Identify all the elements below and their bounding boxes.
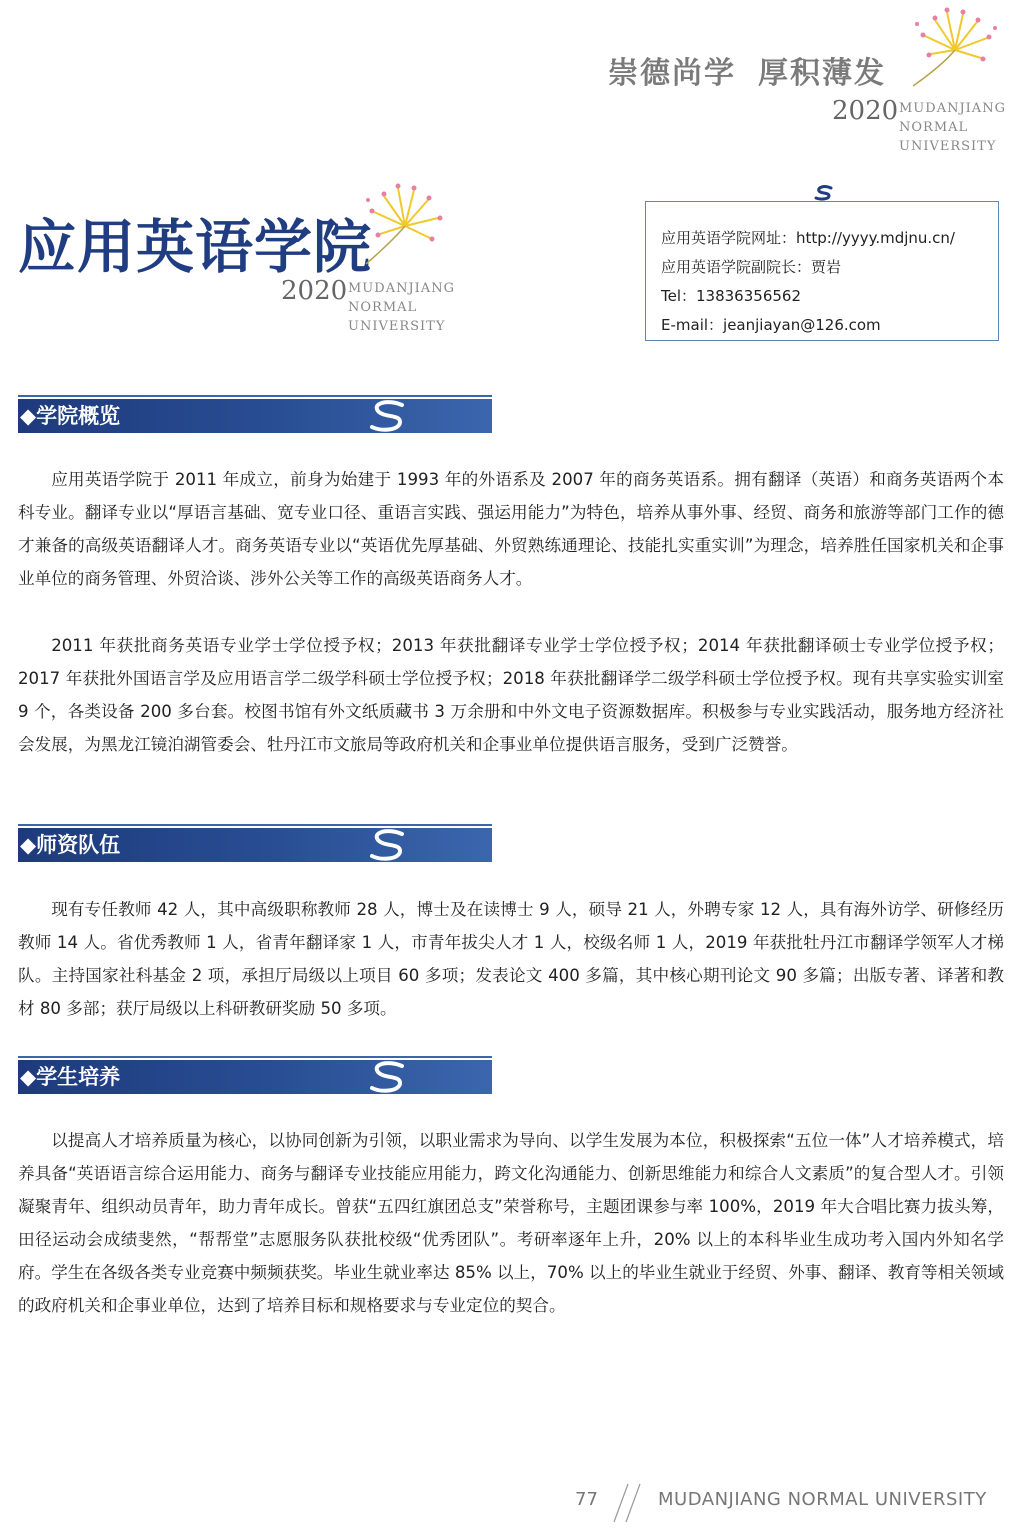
overview-paragraph-1: 应用英语学院于 2011 年成立，前身为始建于 1993 年的外语系及 2007 年的商务英语系。拥有翻译（英语）和商务英语两个本科专业。翻译专业以“厚语言基础、宽专业口径、重语言实践、强运用能力”为特色，培养从事外事、经贸、商务和旅游等部门工作的德才兼备的高级英语翻译人才。商务英语专业以“英语优先厚基础、外贸熟练通理论、技能扎实重实训”为理念，培养胜任国家机关和企事业单位的商务管理、外贸洽谈、涉外公关等工作的高级英语商务人才。 [18, 470, 1004, 588]
overview-paragraph-2: 2011 年获批商务英语专业学士学位授予权；2013 年获批翻译专业学士学位授予权；2014 年获批翻译硕士专业学位授予权；2017 年获批外国语言学及应用语言学二级学科硕士学位授予权；2018 年获批翻译学二级学科硕士学位授予权。现有共享实验实训室 9 个，各类设备 200 多台套。校图书馆有外文纸质藏书 3 万余册和中外文电子资源数据库。积极参与专业实践活动，服务地方经济社会发展，为黑龙江镜泊湖管委会、牡丹江市文旅局等政府机关和企事业单位提供语言服务，受到广泛赞誉。 [18, 636, 1004, 754]
year-label-college: 2020 [281, 276, 348, 306]
page-number: 77 [575, 1489, 598, 1510]
s-logo-icon [368, 1060, 408, 1094]
double-slash-icon [610, 1480, 654, 1524]
s-logo-icon [368, 828, 408, 862]
college-title: 应用英语学院 [18, 213, 373, 281]
contact-info-box [645, 201, 999, 341]
tel-line: Tel：13836356562 [661, 287, 801, 305]
s-logo-icon [368, 399, 408, 433]
university-name-college [348, 279, 455, 336]
s-tab-icon [813, 185, 835, 201]
university-line: NORMAL [348, 300, 418, 315]
year-label-top: 2020 [832, 96, 899, 126]
flower-logo-top [905, 2, 1005, 92]
faculty-paragraph-1: 现有专任教师 42 人，其中高级职称教师 28 人，博士及在读博士 9 人，硕导 21 人，外聘专家 12 人，具有海外访学、研修经历教师 14 人。省优秀教师 1 人，省青年翻译家 1 人，市青年拔尖人才 1 人，校级名师 1 人，2019 年获批牡丹江市翻译学领军人才梯队。主持国家社科基金 2 项，承担厅局级以上项目 60 多项；发表论文 400 多篇，其中核心期刊论文 90 多篇；出版专著、译著和教材 80 多部；获厅局级以上科研教研奖励 50 多项。 [18, 900, 1004, 1018]
flower-logo-college [360, 180, 450, 270]
university-line: UNIVERSITY [348, 319, 446, 334]
website-line: 应用英语学院网址：http://yyyy.mdjnu.cn/ [661, 229, 955, 247]
motto-part2: 厚积薄发 [758, 56, 886, 91]
university-name-top [899, 99, 1006, 156]
university-line: MUDANJIANG [899, 101, 1006, 116]
section-title: ◆学院概览 [20, 404, 121, 428]
university-line: NORMAL [899, 120, 969, 135]
section-header-students [18, 1060, 492, 1094]
footer-university-name: MUDANJIANG NORMAL UNIVERSITY [658, 1489, 987, 1510]
motto [608, 48, 886, 92]
section-title: ◆学生培养 [20, 1065, 121, 1089]
university-line: UNIVERSITY [899, 139, 997, 154]
vice-dean-line: 应用英语学院副院长：贾岩 [661, 258, 842, 276]
motto-part1: 崇德尚学 [608, 56, 736, 91]
email-line: E-mail：jeanjiayan@126.com [661, 316, 881, 334]
section-title: ◆师资队伍 [20, 833, 121, 857]
university-line: MUDANJIANG [348, 281, 455, 296]
section-header-overview [18, 399, 492, 433]
students-paragraph-1: 以提高人才培养质量为核心，以协同创新为引领，以职业需求为导向、以学生发展为本位，积极探索“五位一体”人才培养模式，培养具备“英语语言综合运用能力、商务与翻译专业技能应用能力，跨文化沟通能力、创新思维能力和综合人文素质”的复合型人才。引领凝聚青年、组织动员青年，助力青年成长。曾获“五四红旗团总支”荣誉称号，主题团课参与率 100%，2019 年大合唱比赛力拔头筹，田径运动会成绩斐然，“帮帮堂”志愿服务队获批校级“优秀团队”。考研率逐年上升，20% 以上的本科毕业生成功考入国内外知名学府。学生在各级各类专业竞赛中频频获奖。毕业生就业率达 85% 以上，70% 以上的毕业生就业于经贸、外事、翻译、教育等相关领域的政府机关和企事业单位，达到了培养目标和规格要求与专业定位的契合。 [18, 1131, 1004, 1315]
section-header-faculty [18, 828, 492, 862]
